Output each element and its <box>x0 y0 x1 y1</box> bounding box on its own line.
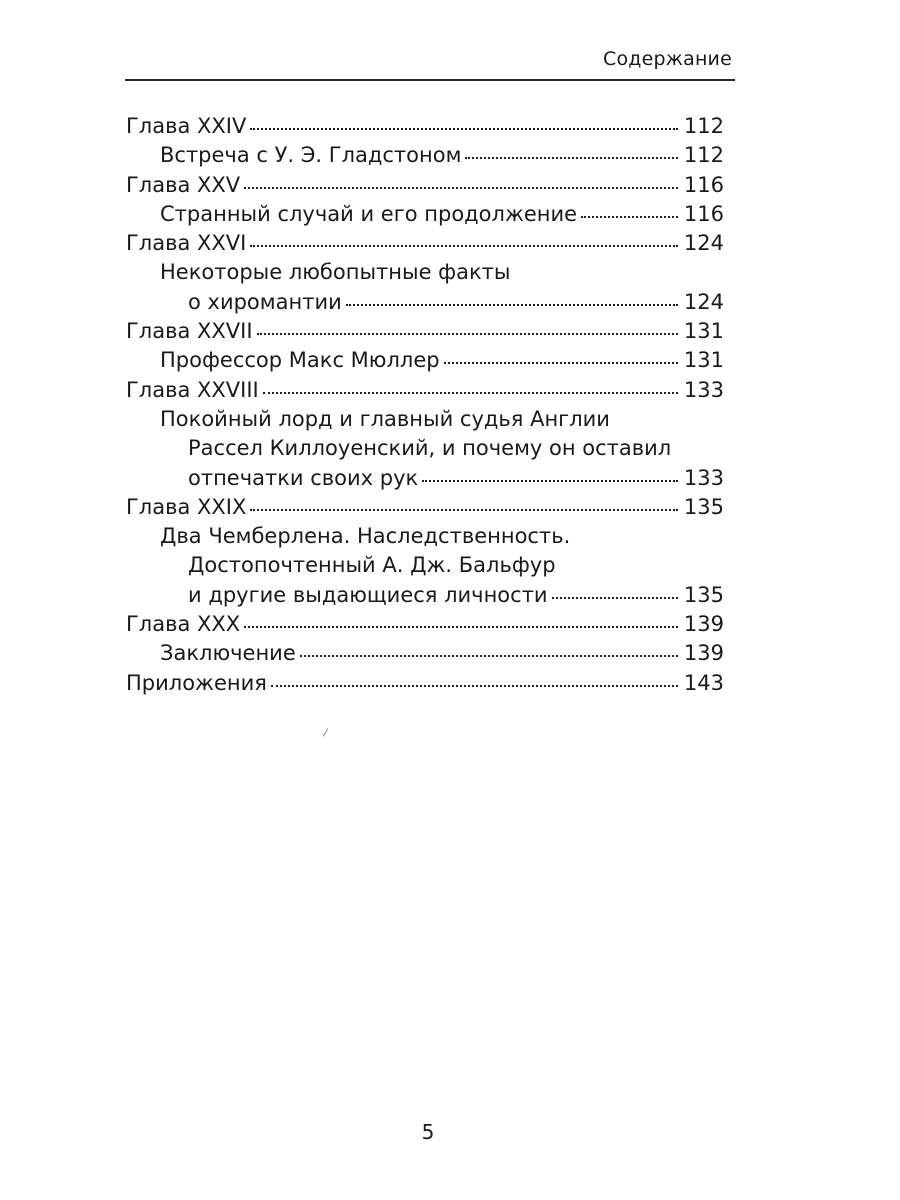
toc-entry-title: Достопочтенный А. Дж. Бальфур <box>188 553 556 578</box>
toc-section-entry <box>126 258 724 287</box>
toc-section-entry <box>126 464 724 493</box>
toc-entry-page: 135 <box>683 494 724 519</box>
toc-entry-title: Профессор Макс Мюллер <box>160 348 440 373</box>
toc-entry-title: Приложения <box>126 670 267 695</box>
toc-entry-title: Два Чемберлена. Наследственность. <box>160 524 571 549</box>
toc-section-entry <box>126 405 724 434</box>
toc-section-entry <box>126 551 724 580</box>
toc-section-entry <box>126 346 724 375</box>
toc-entry-title: Встреча с У. Э. Гладстоном <box>160 143 462 168</box>
toc-entry-page: 133 <box>683 377 724 402</box>
toc-section-entry <box>126 200 724 229</box>
dot-leader <box>263 392 678 394</box>
dot-leader <box>300 655 678 657</box>
toc-entry-page: 143 <box>683 670 724 695</box>
toc-chapter-entry <box>126 610 724 639</box>
toc-entry-page: 131 <box>683 319 724 344</box>
toc-chapter-entry <box>126 171 724 200</box>
toc-entry-title: Глава XXVIII <box>126 377 259 402</box>
toc-entry-title: и другие выдающиеся личности <box>188 582 548 607</box>
toc-entry-title: Покойный лорд и главный судья Англии <box>160 406 610 431</box>
dot-leader <box>244 626 678 628</box>
page-number: 5 <box>421 1120 435 1144</box>
toc-section-entry <box>126 434 724 463</box>
toc-section-entry <box>126 581 724 610</box>
toc-entry-title: Рассел Киллоуенский, и почему он оставил <box>188 436 672 461</box>
paper-speck <box>323 728 328 736</box>
toc-entry-title: Глава XXIX <box>126 494 247 519</box>
toc-chapter-entry <box>126 112 724 141</box>
toc-entry-title: о хиромантии <box>188 289 342 314</box>
dot-leader <box>422 480 678 482</box>
dot-leader <box>271 685 678 687</box>
toc-section-entry <box>126 522 724 551</box>
toc-entry-page: 116 <box>683 201 724 226</box>
dot-leader <box>346 304 678 306</box>
header-rule <box>125 79 735 81</box>
toc-entry-page: 112 <box>683 114 724 138</box>
toc-section-entry <box>126 141 724 170</box>
toc-entry-title: Заключение <box>160 641 296 666</box>
dot-leader <box>250 509 678 511</box>
toc-chapter-entry <box>126 376 724 405</box>
running-header: Содержание <box>603 48 732 70</box>
dot-leader <box>581 216 678 218</box>
toc-entry-title: Глава XXX <box>126 612 241 637</box>
toc-entry-page: 124 <box>683 289 724 314</box>
toc-section-entry <box>126 288 724 317</box>
dot-leader <box>552 597 678 599</box>
toc-entry-page: 124 <box>683 231 724 256</box>
toc-section-entry <box>126 639 724 668</box>
toc-chapter-entry <box>126 669 724 698</box>
toc-entry-page: 112 <box>683 143 724 168</box>
toc-entry-title: отпечатки своих рук <box>188 465 419 490</box>
toc-entry-page: 139 <box>683 612 724 637</box>
dot-leader <box>250 128 678 130</box>
table-of-contents <box>126 112 724 698</box>
toc-chapter-entry <box>126 493 724 522</box>
dot-leader <box>465 157 677 159</box>
toc-entry-title: Некоторые любопытные факты <box>160 260 511 285</box>
toc-entry-title: Глава XXIV <box>126 114 247 138</box>
toc-entry-page: 139 <box>683 641 724 666</box>
dot-leader <box>250 245 678 247</box>
toc-entry-title: Глава XXVI <box>126 231 247 256</box>
dot-leader <box>257 333 678 335</box>
toc-entry-page: 116 <box>683 172 724 197</box>
toc-entry-title: Глава XXV <box>126 172 241 197</box>
toc-chapter-entry <box>126 317 724 346</box>
toc-chapter-entry <box>126 229 724 258</box>
toc-entry-page: 135 <box>683 582 724 607</box>
toc-entry-page: 131 <box>683 348 724 373</box>
dot-leader <box>244 187 678 189</box>
dot-leader <box>444 362 678 364</box>
toc-entry-title: Странный случай и его продолжение <box>160 201 578 226</box>
toc-entry-page: 133 <box>683 465 724 490</box>
toc-entry-title: Глава XXVII <box>126 319 253 344</box>
